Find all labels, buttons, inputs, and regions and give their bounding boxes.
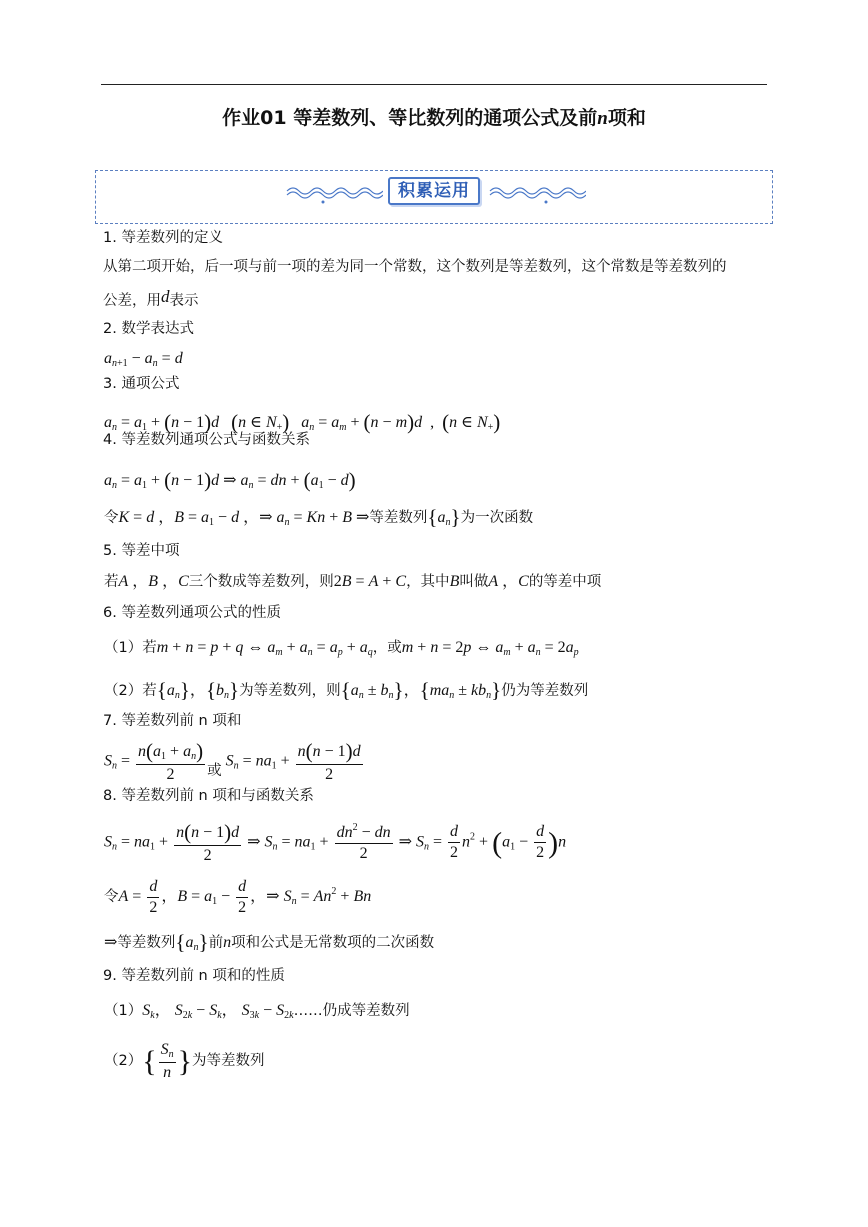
property-2: （2）若$\{a_n\}$，$\{b_n\}$为等差数列，则$\{a_n \pm b_n\}$，$\{ma_n \pm kb_n\}$仍为等差数列: [104, 678, 589, 702]
formula-general-term: $a_n = a_1 + (n - 1)d$ (n ∈ $N_+$) $a_n = a_m + (n - m)d$ , (n ∈ $N_+$): [104, 410, 501, 434]
banner-label: 积累运用: [388, 177, 480, 205]
formula-linear-form: $a_n = a_1 + (n - 1)d$ ⇒ $a_n$ = dn + $(a_1 - d)$: [104, 468, 356, 492]
section-3-heading: 3. 通项公式: [103, 376, 180, 392]
section-5-heading: 5. 等差中项: [103, 543, 180, 559]
sum-property-1: $(1)S_k$， $S_{2k} - S_k$， $S_{3k}$ − $S_{2k}\dots\dots$仍成等差数列: [104, 1002, 410, 1021]
section-4-heading: 4. 等差数列通项公式与函数关系: [103, 432, 310, 448]
formula-sum-coefficients: 令A = $\frac{d}{2}$ ，$B = a_1$ − $\frac{d}{2}$ ，⇒ $S_n = An^2 + Bn$: [104, 878, 372, 916]
section-7-heading: 7. 等差数列前 n 项和: [103, 713, 242, 729]
section-8-heading: 8. 等差数列前 n 项和与函数关系: [103, 788, 314, 804]
formula-linear-function: 令K = d ，$B = a_1 - d$ ，⇒ $a_n = Kn + B$ ⇒等差数列$\{a_n\}$为一次函数: [104, 505, 534, 529]
section-1-definition-cont: 公差，用d表示: [103, 287, 199, 309]
section-1-heading: 1. 等差数列的定义: [103, 230, 223, 246]
section-1-definition: 从第二项开始，后一项与前一项的差为同一个常数，这个数列是等差数列，这个常数是等差数列的: [103, 259, 727, 275]
section-9-heading: 9. 等差数列前 n 项和的性质: [103, 968, 285, 984]
formula-sum: $S_n$ = $\frac{n(a_1 + a_n)}{2}$ 或 $S_n = na_1$ + $\frac{n(n - 1)d}{2}$: [104, 739, 361, 784]
section-2-heading: 2. 数学表达式: [103, 321, 194, 337]
arithmetic-mean-text: 若A ，B ，C三个数成等差数列，则2B = A + C，其中B叫做A ，C的等差中项: [104, 573, 602, 590]
formula-sum-quadratic: $S_n = na_1$ + $\frac{n(n - 1)d}{2}$ ⇒ $S_n = na_1$ + $\frac{dn^2 - dn}{2}$ ⇒ $S_n$ = $\frac{d}{2}$ $n^2 + (a_1$ − $\frac{d}{2}$ )n: [104, 820, 567, 865]
formula-difference: $a_{n+1} - a_n = d$: [104, 350, 183, 369]
page-title: 作业01 等差数列、等比数列的通项公式及前n项和: [222, 107, 646, 129]
sum-quadratic-conclusion: ⇒等差数列$\{a_n\}$前n项和公式是无常数项的二次函数: [104, 930, 435, 954]
section-6-heading: 6. 等差数列通项公式的性质: [103, 605, 281, 621]
sum-property-2: （2）{ $\frac{S_n}{n}$ }为等差数列: [104, 1041, 265, 1081]
left-wave-ornament: [283, 181, 383, 205]
property-1: （1）若m + n = p + q ⇔ $a_m + a_n = a_p + a_q$，或m + n = 2p ⇔ $a_m + a_n = 2a_p$: [104, 639, 579, 658]
top-rule: [101, 84, 767, 85]
right-wave-ornament: [486, 181, 586, 205]
